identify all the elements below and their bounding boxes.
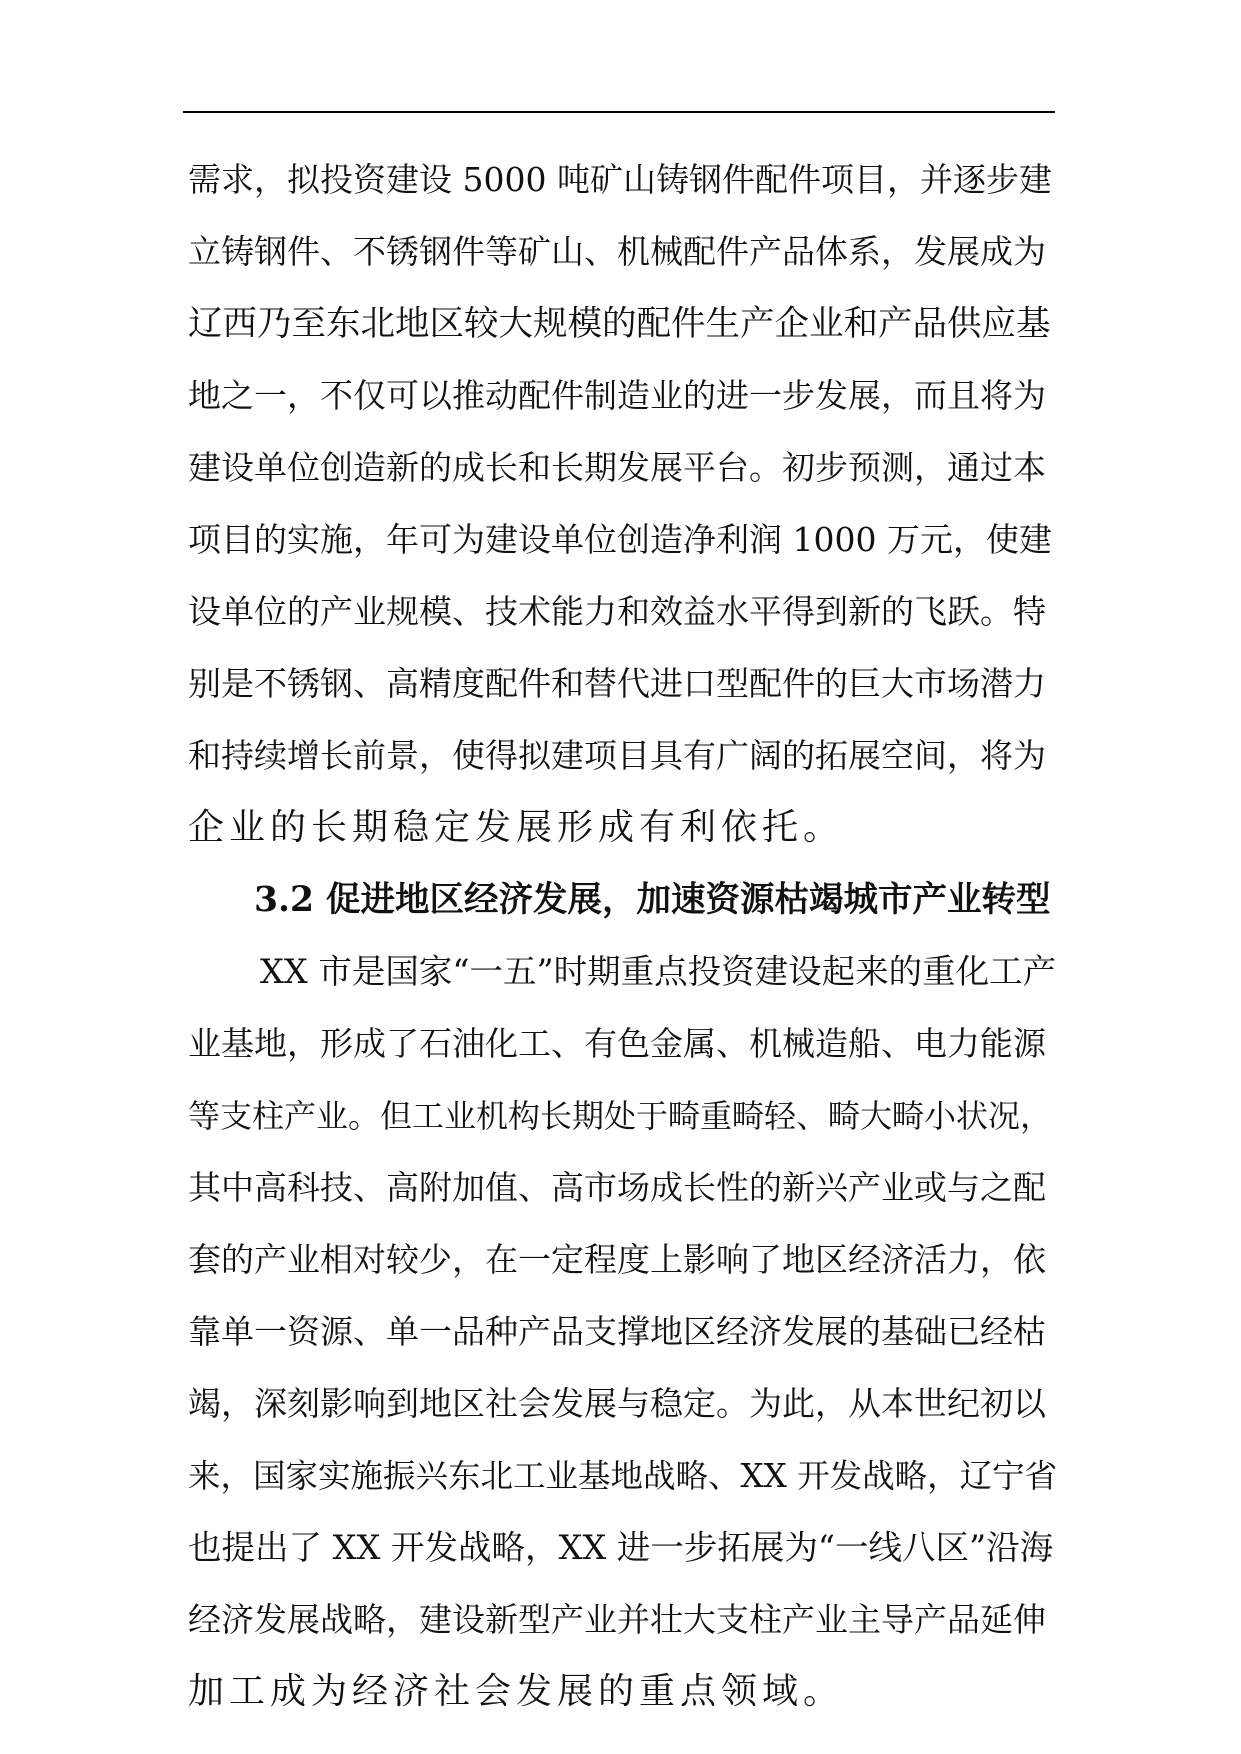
text-line: 其中高科技、高附加值、高市场成长性的新兴产业或与之配 xyxy=(188,1168,1046,1207)
header-rule xyxy=(183,111,1055,113)
text-line: 经济发展战略，建设新型产业并壮大支柱产业主导产品延伸 xyxy=(188,1600,1046,1639)
document-body xyxy=(188,144,1058,1728)
text-line: 立铸钢件、不锈钢件等矿山、机械配件产品体系，发展成为 xyxy=(188,232,1046,271)
text-line: 靠单一资源、单一品种产品支撑地区经济发展的基础已经枯 xyxy=(188,1312,1046,1351)
text-line: 设单位的产业规模、技术能力和效益水平得到新的飞跃。特 xyxy=(188,592,1046,631)
text-line: 别是不锈钢、高精度配件和替代进口型配件的巨大市场潜力 xyxy=(188,664,1046,703)
text-line: 地之一，不仅可以推动配件制造业的进一步发展，而且将为 xyxy=(188,376,1046,415)
text-line: 业基地，形成了石油化工、有色金属、机械造船、电力能源 xyxy=(188,1024,1046,1063)
text-line: 也提出了 XX 开发战略，XX 进一步拓展为“一线八区”沿海 xyxy=(188,1528,1054,1567)
text-line: 套的产业相对较少，在一定程度上影响了地区经济活力，依 xyxy=(188,1240,1046,1279)
text-line: 辽西乃至东北地区较大规模的配件生产企业和产品供应基 xyxy=(188,304,1051,344)
paragraph-continued xyxy=(188,144,1058,864)
text-line: 和持续增长前景，使得拟建项目具有广阔的拓展空间，将为 xyxy=(188,736,1046,775)
paragraph-section-3-2 xyxy=(188,936,1058,1728)
text-line: XX 市是国家“一五”时期重点投资建设起来的重化工产 xyxy=(260,952,1057,991)
text-line: 来，国家实施振兴东北工业基地战略、XX 开发战略，辽宁省 xyxy=(188,1457,1058,1495)
text-line: 需求，拟投资建设 5000 吨矿山铸钢件配件项目，并逐步建 xyxy=(188,160,1052,199)
section-heading: 3.2 促进地区经济发展，加速资源枯竭城市产业转型 xyxy=(254,880,1051,920)
text-line: 企业的长期稳定发展形成有利依托。 xyxy=(188,807,845,848)
text-line: 竭，深刻影响到地区社会发展与稳定。为此，从本世纪初以 xyxy=(188,1384,1046,1423)
text-line: 等支柱产业。但工业机构长期处于畸重畸轻、畸大畸小状况， xyxy=(188,1097,1053,1135)
text-line: 项目的实施，年可为建设单位创造净利润 1000 万元，使建 xyxy=(188,520,1052,559)
text-line: 建设单位创造新的成长和长期发展平台。初步预测，通过本 xyxy=(188,448,1046,487)
text-line: 加工成为经济社会发展的重点领域。 xyxy=(188,1671,845,1712)
